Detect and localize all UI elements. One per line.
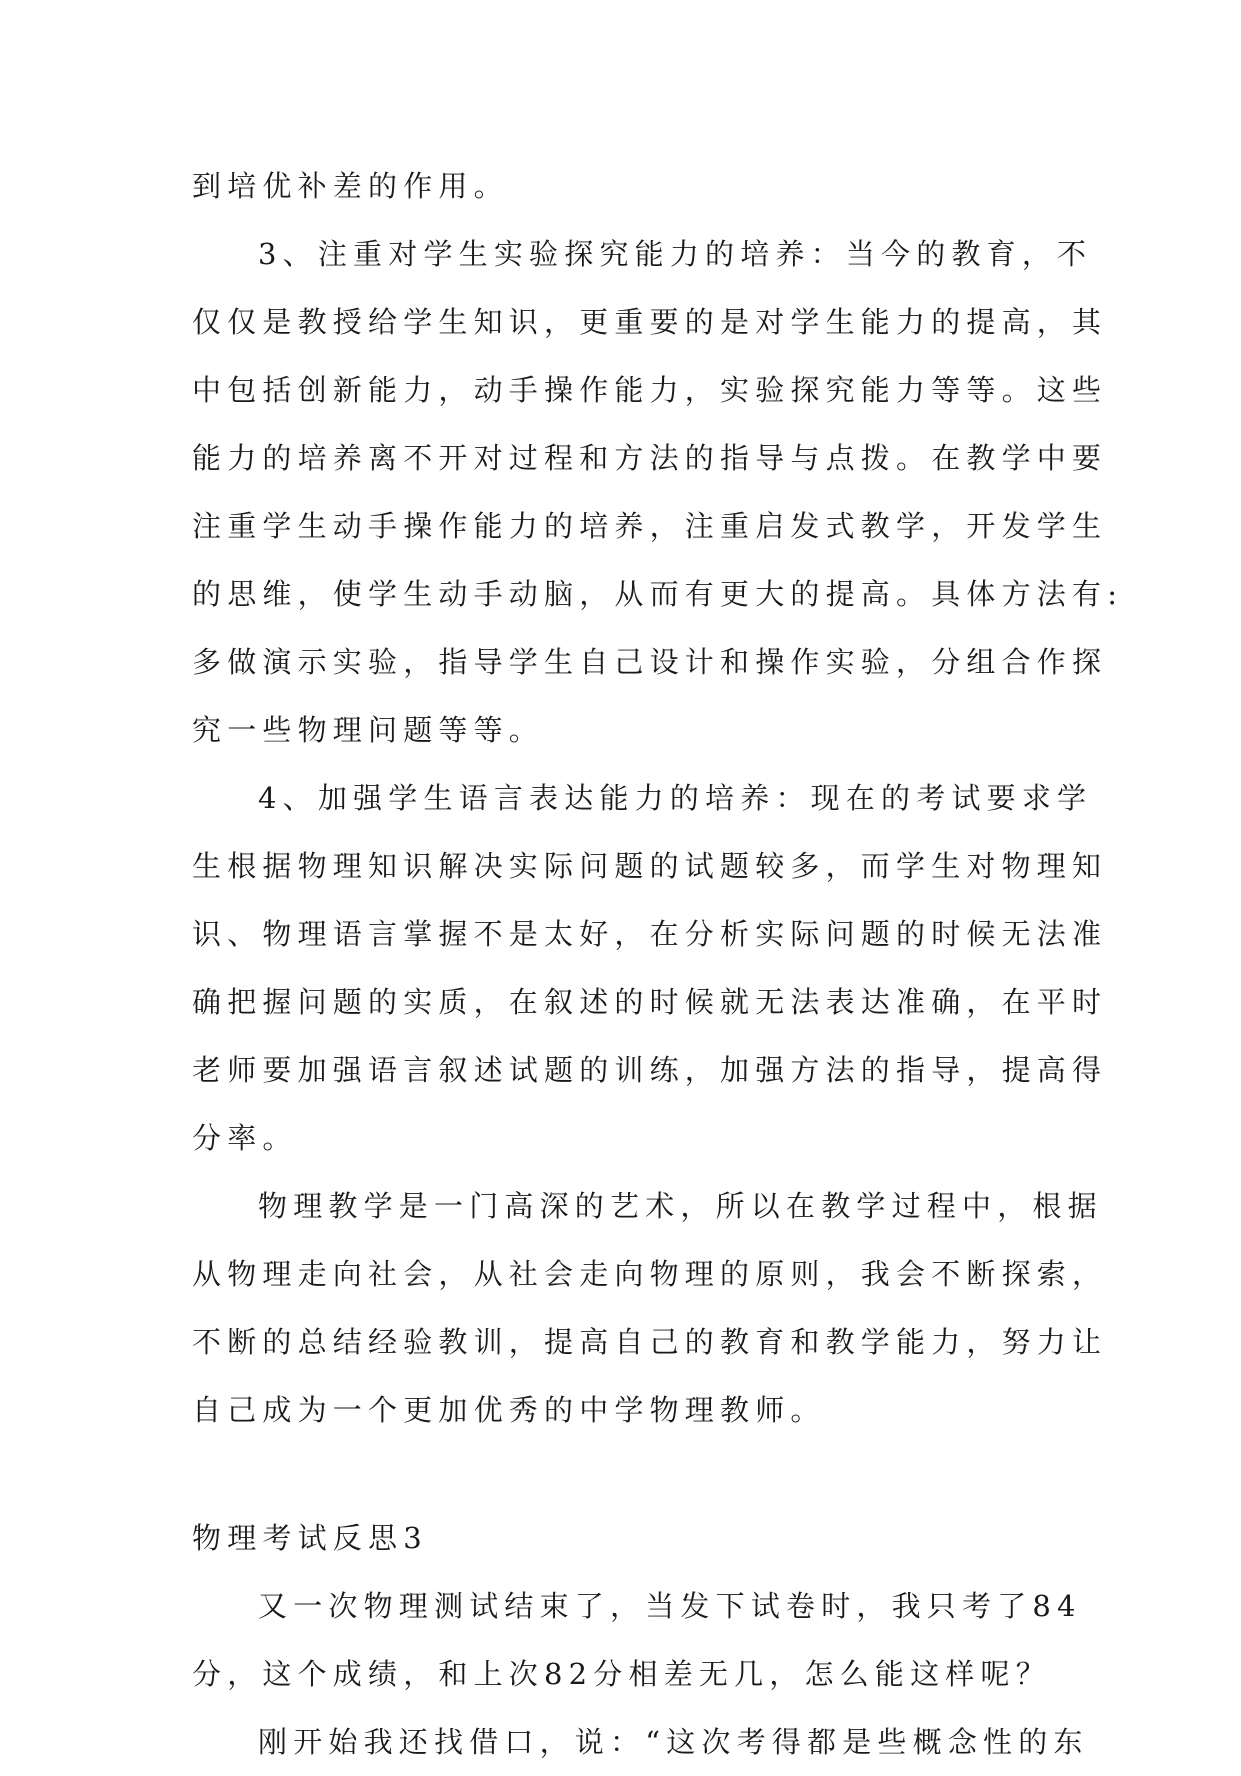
text-line: 老师要加强语言叙述试题的训练，加强方法的指导，提高得 [192,1053,1108,1087]
paragraph-conclusion-start: 物理教学是一门高深的艺术，所以在教学过程中，根据 [258,1189,1103,1223]
text-line: 分率。 [192,1121,298,1155]
text-line: 不断的总结经验教训，提高自己的教育和教学能力，努力让 [192,1325,1108,1359]
text-line: 仅仅是教授给学生知识，更重要的是对学生能力的提高，其 [192,305,1108,339]
text-line: 多做演示实验，指导学生自己设计和操作实验，分组合作探 [192,645,1108,679]
paragraph-excuse-start: 刚开始我还找借口，说：“这次考得都是些概念性的东 [258,1725,1089,1759]
text-line: 的思维，使学生动手动脑，从而有更大的提高。具体方法有: [192,577,1124,611]
text-line: 分，这个成绩，和上次82分相差无几，怎么能这样呢？ [192,1657,1051,1691]
text-line: 中包括创新能力，动手操作能力，实验探究能力等等。这些 [192,373,1108,407]
text-line: 识、物理语言掌握不是太好，在分析实际问题的时候无法准 [192,917,1108,951]
section-heading: 物理考试反思3 [192,1521,428,1555]
text-line: 注重学生动手操作能力的培养，注重启发式教学，开发学生 [192,509,1108,543]
paragraph-4-start: 4、加强学生语言表达能力的培养：现在的考试要求学 [258,781,1093,815]
text-line: 究一些物理问题等等。 [192,713,545,747]
paragraph-3-start: 3、注重对学生实验探究能力的培养：当今的教育，不 [258,237,1093,271]
text-line: 能力的培养离不开对过程和方法的指导与点拨。在教学中要 [192,441,1108,475]
text-line: 从物理走向社会，从社会走向物理的原则，我会不断探索， [192,1257,1108,1291]
text-line: 生根据物理知识解决实际问题的试题较多，而学生对物理知 [192,849,1108,883]
text-line: 自己成为一个更加优秀的中学物理教师。 [192,1393,826,1427]
text-line: 到培优补差的作用。 [192,169,509,203]
section-gap [192,1444,1052,1504]
document-body [192,152,1124,1776]
text-line: 确把握问题的实质，在叙述的时候就无法表达准确，在平时 [192,985,1108,1019]
paragraph-exam-start: 又一次物理测试结束了，当发下试卷时，我只考了84 [258,1589,1082,1623]
